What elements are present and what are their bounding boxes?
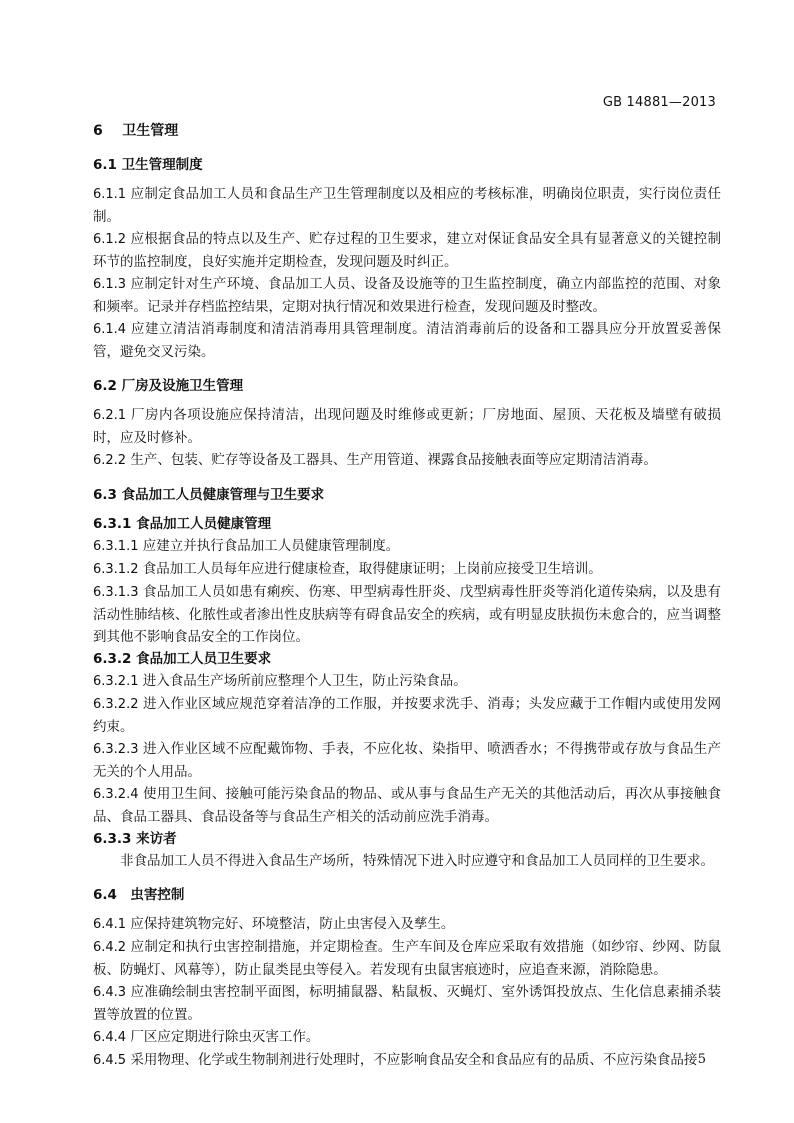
clause-number: 6.4.3	[93, 985, 127, 1000]
section-6-heading	[93, 120, 721, 142]
clause-number: 6.4.5	[93, 1053, 127, 1068]
clause-text: 进入作业区域不应配戴饰物、手表，不应化妆、染指甲、喷洒香水；不得携带或存放与食品生产无关的个人用品。	[93, 741, 721, 780]
paragraph-6-4-4	[93, 1026, 721, 1049]
paragraph-6-3-3: 非食品加工人员不得进入食品生产场所，特殊情况下进入时应遵守和食品加工人员同样的卫生要求。	[120, 853, 714, 869]
clause-text: 进入作业区域应规范穿着洁净的工作服，并按要求洗手、消毒；头发应藏于工作帽内或使用发网约束。	[93, 696, 721, 735]
clause-text: 应建立并执行食品加工人员健康管理制度。	[142, 538, 400, 554]
clause-number: 6.2.1	[93, 408, 127, 423]
clause-text: 食品加工人员如患有痢疾、伤寒、甲型病毒性肝炎、戊型病毒性肝炎等消化道传染病，以及患有活动性肺结核、化脓性或者渗出性皮肤病等有碍食品安全的疾病，或有明显皮肤损伤未愈合的，应当调整到其他不影响食品安全的工作岗位。	[93, 584, 721, 645]
section-6-4-heading: 6.4 虫害控制	[93, 887, 185, 903]
section-6-3-heading: 6.3 食品加工人员健康管理与卫生要求	[93, 487, 325, 503]
clause-number: 6.2.2	[93, 453, 127, 468]
paragraph-6-4-3	[93, 981, 721, 1026]
section-6-3-2-heading: 6.3.2 食品加工人员卫生要求	[93, 651, 272, 667]
clause-number: 6.4.2	[93, 940, 127, 955]
section-6-1-heading: 6.1 卫生管理制度	[93, 157, 203, 173]
clause-number: 6.3.2.3	[93, 742, 139, 757]
paragraph-6-4-2	[93, 936, 721, 981]
clause-number: 6.1.3	[93, 277, 127, 292]
clause-text: 厂区应定期进行除虫灭害工作。	[130, 1029, 320, 1045]
clause-number: 6.3.2.4	[93, 787, 139, 802]
clause-number: 6.3.2.1	[93, 674, 139, 689]
paragraph-6-2-2	[93, 449, 721, 472]
clause-number: 6.4.1	[93, 917, 127, 932]
clause-text: 厂房内各项设施应保持清洁，出现问题及时维修或更新；厂房地面、屋顶、天花板及墙壁有破损时，应及时修补。	[93, 407, 721, 446]
section-6-3-3-heading: 6.3.3 来访者	[93, 831, 177, 847]
paragraph-6-3-2-2	[93, 693, 721, 738]
paragraph-6-4-5	[93, 1049, 721, 1072]
paragraph-6-1-3	[93, 273, 721, 318]
clause-text: 生产、包装、贮存等设备及工器具、生产用管道、裸露食品接触表面等应定期清洁消毒。	[130, 452, 657, 468]
clause-number: 6.3.1.3	[93, 585, 139, 600]
standard-code: GB 14881—2013	[602, 95, 716, 110]
clause-number: 6.3.1.1	[93, 539, 139, 554]
paragraph-6-4-1	[93, 913, 721, 936]
section-6-3-1-heading: 6.3.1 食品加工人员健康管理	[93, 516, 272, 532]
paragraph-6-3-1-3	[93, 581, 721, 648]
clause-text: 食品加工人员每年应进行健康检查，取得健康证明；上岗前应接受卫生培训。	[142, 561, 602, 577]
clause-number: 6.1.1	[93, 187, 127, 202]
clause-number: 6.3.1.2	[93, 562, 139, 577]
clause-number: 6.1.4	[93, 322, 127, 337]
paragraph-6-3-1-1	[93, 535, 721, 558]
clause-text: 应制定食品加工人员和食品生产卫生管理制度以及相应的考核标准，明确岗位职责，实行岗位责任制。	[93, 186, 721, 225]
clause-text: 应根据食品的特点以及生产、贮存过程的卫生要求，建立对保证食品安全具有显著意义的关键控制环节的监控制度，良好实施并定期检查，发现问题及时纠正。	[93, 231, 721, 270]
clause-number: 6.1.2	[93, 232, 127, 247]
paragraph-6-1-2	[93, 228, 721, 273]
section-6-title: 卫生管理	[122, 123, 179, 139]
clause-text: 进入食品生产场所前应整理个人卫生，防止污染食品。	[142, 673, 467, 689]
paragraph-6-3-2-3	[93, 738, 721, 783]
clause-text: 采用物理、化学或生物制剂进行处理时，不应影响食品安全和食品应有的品质、不应污染食品接	[130, 1052, 698, 1068]
section-6-number: 6	[93, 123, 103, 139]
clause-text: 应建立清洁消毒制度和清洁消毒用具管理制度。清洁消毒前后的设备和工器具应分开放置妥善保管，避免交叉污染。	[93, 321, 721, 360]
paragraph-6-3-2-4	[93, 783, 721, 828]
clause-text: 使用卫生间、接触可能污染食品的物品、或从事与食品生产无关的其他活动后，再次从事接触食品、食品工器具、食品设备等与食品生产相关的活动前应洗手消毒。	[93, 786, 721, 825]
clause-number: 6.3.2.2	[93, 697, 139, 712]
clause-text: 应保持建筑物完好、环境整洁，防止虫害侵入及孳生。	[130, 916, 455, 932]
paragraph-6-2-1	[93, 404, 721, 449]
clause-text: 应制定和执行虫害控制措施，并定期检查。生产车间及仓库应采取有效措施（如纱帘、纱网、防鼠板、防蝇灯、风幕等），防止鼠类昆虫等侵入。若发现有虫鼠害痕迹时，应追查来源，消除隐患。	[93, 939, 721, 978]
clause-number: 6.4.4	[93, 1030, 127, 1045]
paragraph-6-1-4	[93, 318, 721, 363]
document-body	[93, 117, 721, 1072]
clause-text: 应准确绘制虫害控制平面图，标明捕鼠器、粘鼠板、灭蝇灯、室外诱饵投放点、生化信息素捕杀装置等放置的位置。	[93, 984, 721, 1023]
paragraph-6-1-1	[93, 183, 721, 228]
paragraph-6-3-2-1	[93, 670, 721, 693]
clause-text: 应制定针对生产环境、食品加工人员、设备及设施等的卫生监控制度，确立内部监控的范围、对象和频率。记录并存档监控结果，定期对执行情况和效果进行检查，发现问题及时整改。	[93, 276, 721, 315]
section-6-2-heading: 6.2 厂房及设施卫生管理	[93, 378, 244, 394]
paragraph-6-3-1-2	[93, 558, 721, 581]
page-number: 5	[697, 1052, 706, 1067]
